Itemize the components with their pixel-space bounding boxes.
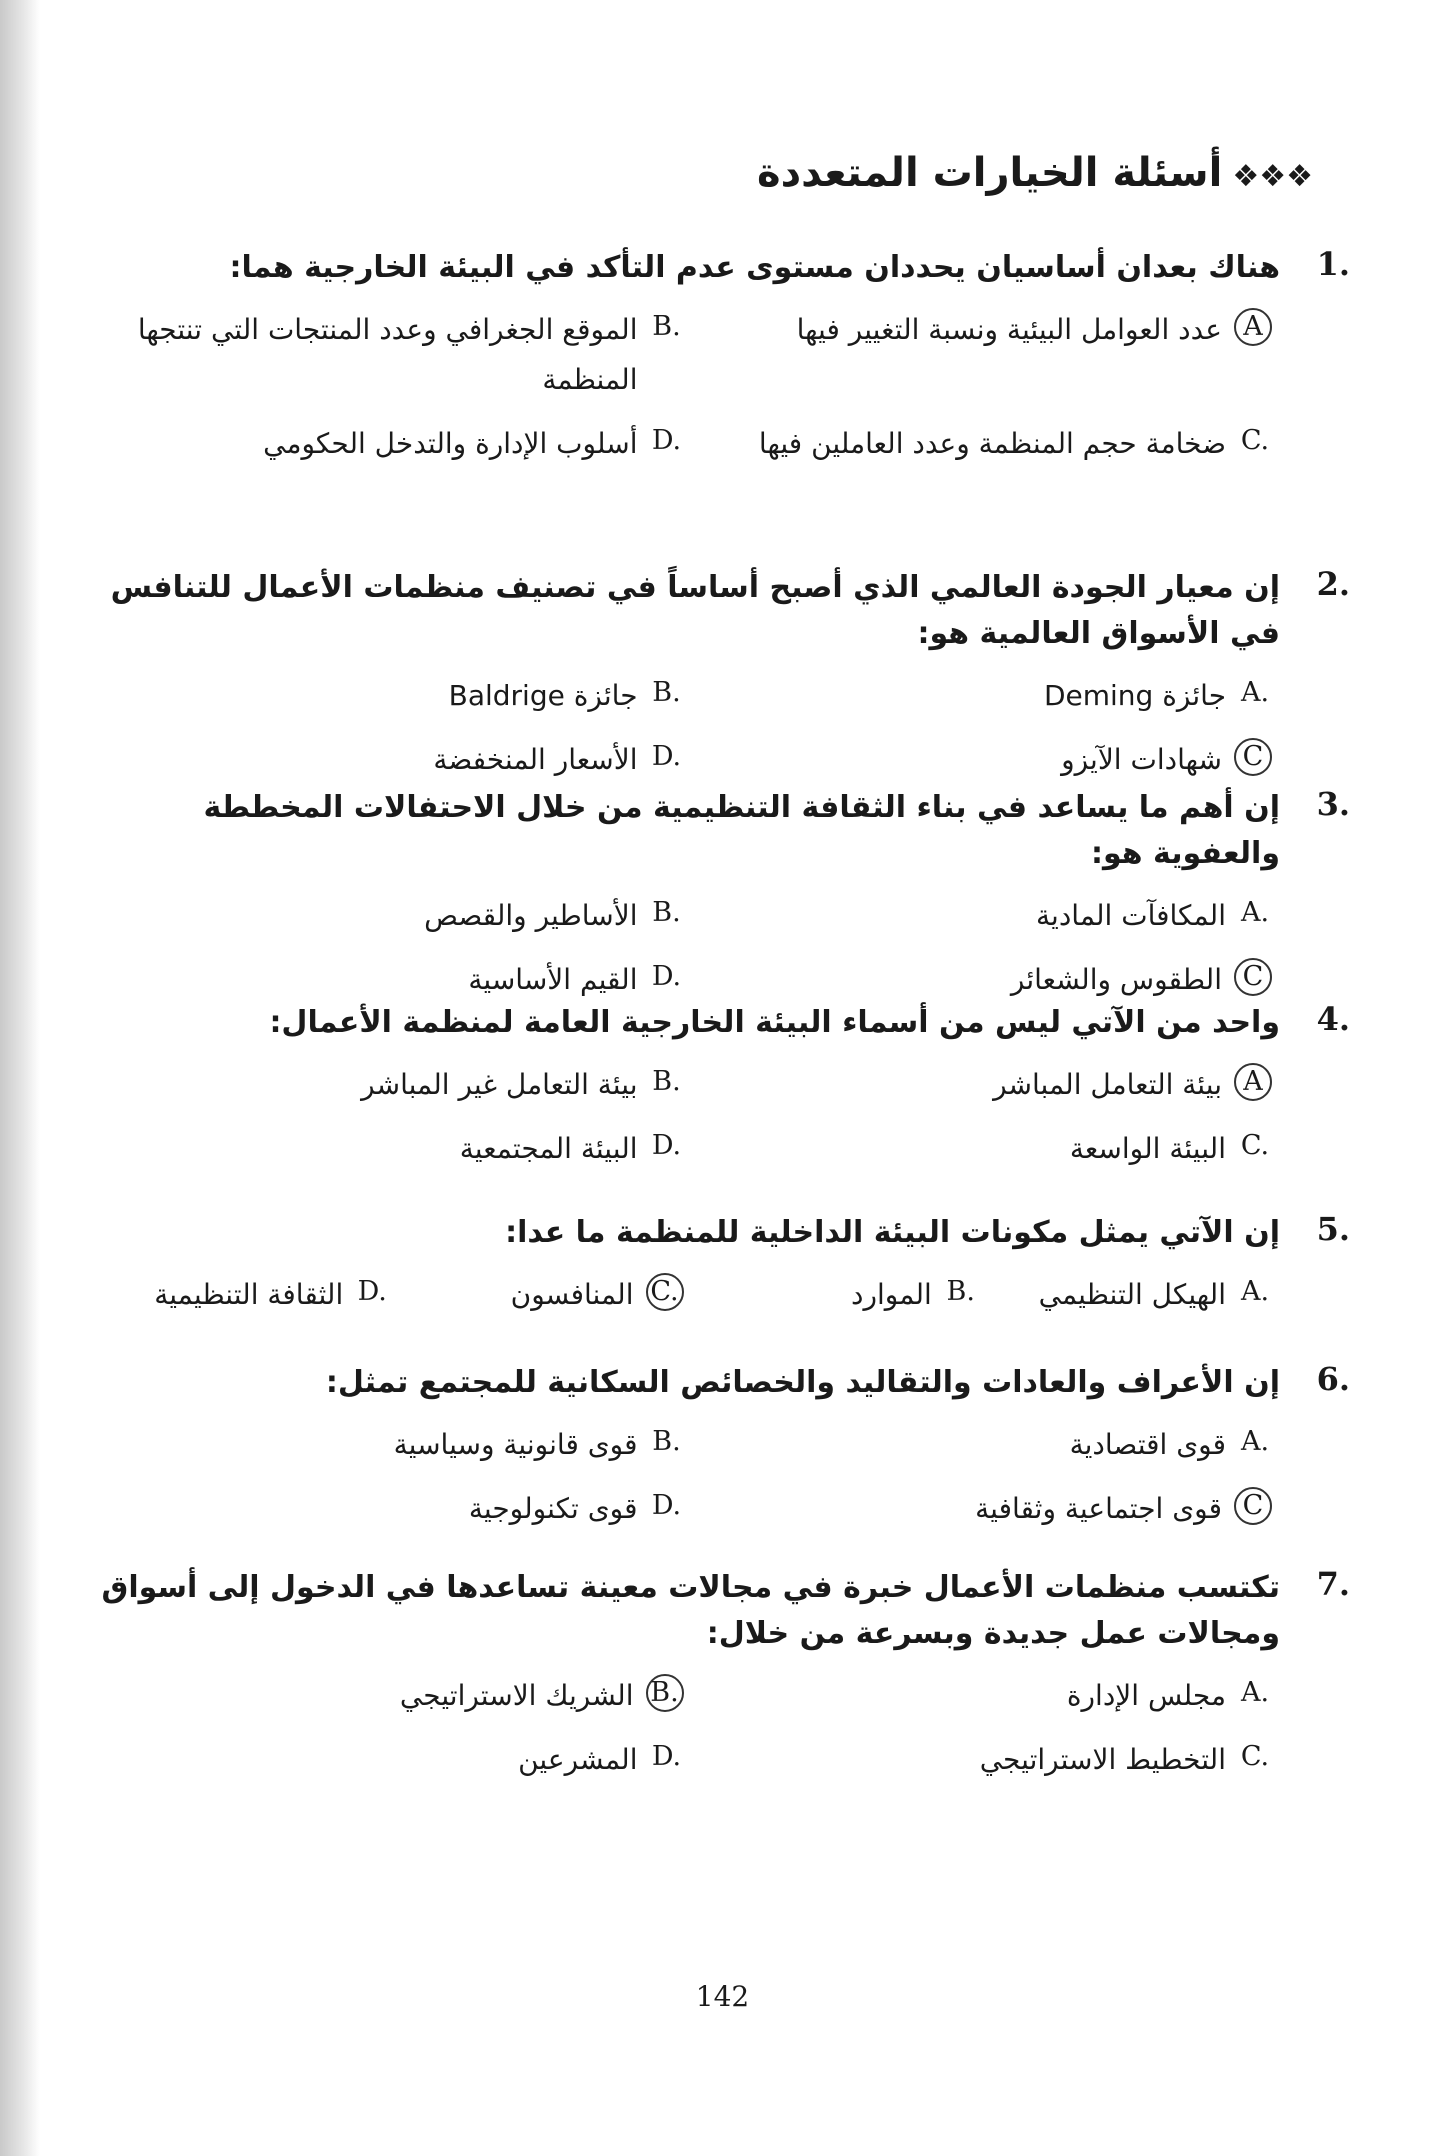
question-3 xyxy=(95,785,1350,1005)
option-letter: C. xyxy=(646,1273,684,1311)
option-a[interactable] xyxy=(684,671,1273,721)
option-text: بيئة التعامل المباشر xyxy=(993,1068,1222,1101)
option-letter: A. xyxy=(1240,1677,1270,1708)
option-d[interactable] xyxy=(95,735,684,785)
option-letter: B. xyxy=(652,311,681,342)
option-a[interactable] xyxy=(684,1060,1273,1110)
option-text: قوى تكنولوجية xyxy=(468,1492,638,1525)
option-text: شهادات الآيزو xyxy=(1061,743,1222,776)
option-letter: D. xyxy=(651,1741,682,1772)
section-title-text: أسئلة الخيارات المتعددة xyxy=(756,150,1223,196)
option-a[interactable] xyxy=(684,891,1273,941)
option-d[interactable] xyxy=(95,1484,684,1534)
option-text: التخطيط الاستراتيجي xyxy=(979,1743,1226,1776)
option-letter: C xyxy=(1234,1487,1272,1525)
option-text: أسلوب الإدارة والتدخل الحكومي xyxy=(263,427,638,460)
option-letter: D. xyxy=(651,1490,682,1521)
option-d[interactable] xyxy=(95,1124,684,1174)
option-letter: D. xyxy=(651,961,682,992)
option-b[interactable] xyxy=(95,1060,684,1110)
option-text: الشريك الاستراتيجي xyxy=(399,1679,634,1712)
option-letter: B. xyxy=(946,1276,975,1307)
option-b[interactable] xyxy=(95,305,684,405)
question-1 xyxy=(95,245,1350,469)
question-7 xyxy=(95,1565,1350,1785)
option-letter: C xyxy=(1234,738,1272,776)
option-text: القيم الأساسية xyxy=(468,963,638,996)
option-text: الموقع الجغرافي وعدد المنتجات التي تنتجها المنظمة xyxy=(137,313,638,396)
option-d[interactable] xyxy=(95,419,684,469)
option-letter: B. xyxy=(652,1066,681,1097)
option-text: مجلس الإدارة xyxy=(1066,1679,1226,1712)
option-a[interactable] xyxy=(684,1420,1273,1470)
question-number: 3. xyxy=(1316,785,1350,823)
option-d[interactable] xyxy=(95,955,684,1005)
diamond-icon: ❖❖❖ xyxy=(1232,159,1313,194)
question-number: 5. xyxy=(1316,1210,1350,1248)
question-number: 7. xyxy=(1316,1565,1350,1603)
question-text: إن الآتي يمثل مكونات البيئة الداخلية للمنظمة ما عدا: xyxy=(505,1215,1280,1250)
option-text: الأساطير والقصص xyxy=(424,899,638,932)
option-letter: B. xyxy=(646,1674,684,1712)
option-letter: D. xyxy=(651,425,682,456)
option-text: الأسعار المنخفضة xyxy=(433,743,638,776)
question-text: هناك بعدان أساسيان يحددان مستوى عدم التأكد في البيئة الخارجية هما: xyxy=(229,250,1280,285)
option-c[interactable] xyxy=(684,955,1273,1005)
question-text: تكتسب منظمات الأعمال خبرة في مجالات معينة تساعدها في الدخول إلى أسواق ومجالات عمل جديدة وبسرعة من خلال: xyxy=(101,1570,1280,1651)
option-text: المكافآت المادية xyxy=(1036,899,1226,932)
option-text: الثقافة التنظيمية xyxy=(154,1278,344,1311)
option-c[interactable] xyxy=(684,1124,1273,1174)
option-letter: D. xyxy=(651,1130,682,1161)
section-title xyxy=(757,150,1313,196)
option-b[interactable] xyxy=(95,1671,684,1721)
page-number: 142 xyxy=(695,1980,750,2013)
option-a[interactable] xyxy=(684,1671,1273,1721)
option-text: المشرعين xyxy=(518,1743,638,1776)
question-number: 1. xyxy=(1316,245,1350,283)
option-text: جائزة Deming xyxy=(1043,679,1226,712)
option-b[interactable] xyxy=(95,671,684,721)
option-text: الهيكل التنظيمي xyxy=(1038,1278,1226,1311)
option-letter: D. xyxy=(357,1276,387,1307)
question-number: 4. xyxy=(1316,1000,1350,1038)
option-text: البيئة الواسعة xyxy=(1069,1132,1226,1165)
question-6 xyxy=(95,1360,1350,1534)
option-letter: A. xyxy=(1240,677,1270,708)
question-5 xyxy=(95,1210,1350,1320)
question-number: 2. xyxy=(1316,565,1350,603)
option-letter: C xyxy=(1234,958,1272,996)
option-a[interactable] xyxy=(684,305,1273,405)
question-text: إن أهم ما يساعد في بناء الثقافة التنظيمية من خلال الاحتفالات المخططة والعفوية هو: xyxy=(203,790,1280,871)
question-text: إن معيار الجودة العالمي الذي أصبح أساساً في تصنيف منظمات الأعمال للتنافس في الأسواق العالمية هو: xyxy=(110,570,1280,651)
option-letter: C. xyxy=(1240,1741,1270,1772)
option-text: قوى اجتماعية وثقافية xyxy=(975,1492,1222,1525)
option-letter: A. xyxy=(1240,1276,1270,1307)
option-c[interactable] xyxy=(684,419,1273,469)
option-letter: A xyxy=(1234,1063,1272,1101)
question-4 xyxy=(95,1000,1350,1174)
question-text: إن الأعراف والعادات والتقاليد والخصائص السكانية للمجتمع تمثل: xyxy=(325,1365,1280,1400)
option-text: جائزة Baldrige xyxy=(448,679,638,712)
option-text: البيئة المجتمعية xyxy=(459,1132,638,1165)
option-letter: B. xyxy=(652,1426,681,1457)
option-b[interactable] xyxy=(95,1420,684,1470)
option-a[interactable] xyxy=(978,1270,1272,1320)
question-number: 6. xyxy=(1316,1360,1350,1398)
option-text: بيئة التعامل غير المباشر xyxy=(361,1068,638,1101)
option-letter: C. xyxy=(1240,425,1270,456)
option-letter: D. xyxy=(651,741,682,772)
option-text: قوى قانونية وسياسية xyxy=(393,1428,638,1461)
option-d[interactable] xyxy=(95,1735,684,1785)
option-letter: B. xyxy=(652,677,681,708)
option-c[interactable] xyxy=(389,1270,683,1320)
option-letter: B. xyxy=(652,897,681,928)
option-letter: A. xyxy=(1240,1426,1270,1457)
option-text: الطقوس والشعائر xyxy=(1010,963,1222,996)
option-c[interactable] xyxy=(684,1735,1273,1785)
option-text: عدد العوامل البيئية ونسبة التغيير فيها xyxy=(796,313,1222,346)
option-text: المنافسون xyxy=(510,1278,634,1311)
option-b[interactable] xyxy=(95,891,684,941)
option-letter: A. xyxy=(1240,897,1270,928)
option-letter: A xyxy=(1234,308,1272,346)
option-c[interactable] xyxy=(684,735,1273,785)
question-text: واحد من الآتي ليس من أسماء البيئة الخارجية العامة لمنظمة الأعمال: xyxy=(269,1005,1280,1040)
option-c[interactable] xyxy=(684,1484,1273,1534)
option-text: الموارد xyxy=(851,1278,932,1311)
question-2 xyxy=(95,565,1350,785)
option-b[interactable] xyxy=(684,1270,978,1320)
option-letter: C. xyxy=(1240,1130,1270,1161)
option-d[interactable] xyxy=(95,1270,389,1320)
option-text: ضخامة حجم المنظمة وعدد العاملين فيها xyxy=(758,427,1226,460)
option-text: قوى اقتصادية xyxy=(1069,1428,1226,1461)
